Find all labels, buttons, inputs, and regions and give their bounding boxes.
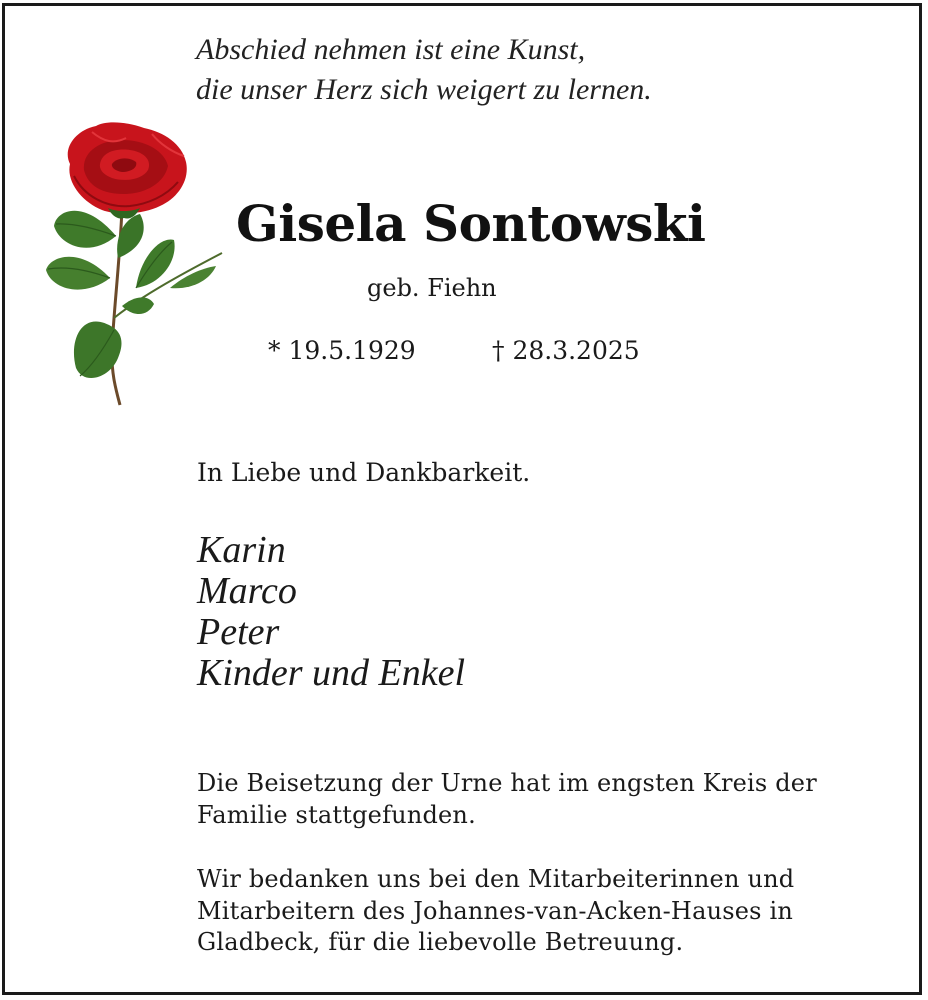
notice-line: Die Beisetzung der Urne hat im engsten Kreis der	[197, 769, 817, 797]
notice-line: Mitarbeitern des Johannes-van-Acken-Hauses in	[197, 896, 794, 925]
mourner-name: Karin	[197, 529, 286, 571]
notice-line: Gladbeck, für die liebevolle Betreuung.	[197, 928, 684, 956]
thanks-notice	[197, 864, 877, 959]
notice-line: Wir bedanken uns bei den Mitarbeiterinnen und	[197, 865, 795, 893]
death-date: † 28.3.2025	[492, 336, 640, 365]
mourner-name: Kinder und Enkel	[197, 652, 466, 694]
birth-name: geb. Fiehn	[367, 274, 497, 302]
closing-phrase: In Liebe und Dankbarkeit.	[197, 458, 531, 487]
mourner-name: Marco	[197, 570, 297, 612]
birth-date: * 19.5.1929	[268, 336, 416, 365]
quote-line-1: Abschied nehmen ist eine Kunst,	[196, 33, 586, 66]
mourners-list	[197, 530, 465, 694]
memorial-quote	[196, 30, 652, 110]
notice-line: Familie stattgefunden.	[197, 800, 476, 829]
red-rose-icon	[44, 118, 229, 408]
deceased-name: Gisela Sontowski	[236, 194, 706, 253]
mourner-name: Peter	[197, 611, 280, 653]
burial-notice	[197, 768, 877, 831]
quote-line-2: die unser Herz sich weigert zu lernen.	[196, 73, 652, 106]
